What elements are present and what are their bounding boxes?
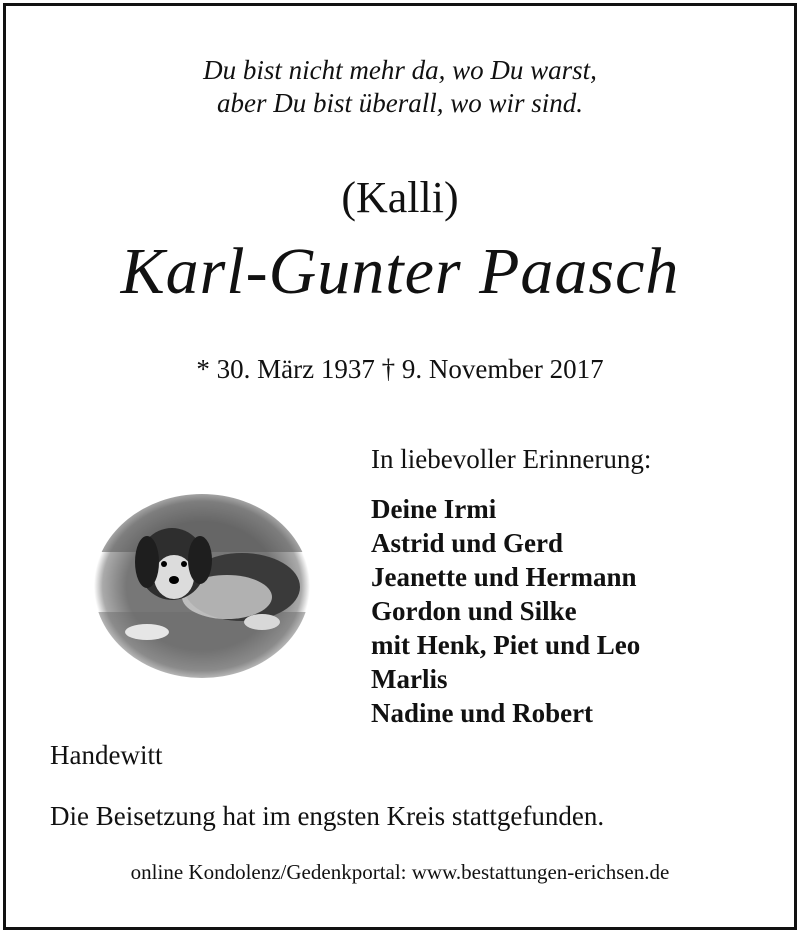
mourner-name: Astrid und Gerd: [371, 528, 564, 558]
mourner-name: Gordon und Silke: [371, 596, 577, 626]
mourner-name: Marlis: [371, 664, 448, 694]
mourner-name: Deine Irmi: [371, 494, 497, 524]
mourner-name: mit Henk, Piet und Leo: [371, 630, 641, 660]
remembrance-intro: In liebevoller Erinnerung:: [371, 444, 652, 474]
obituary-frame: [3, 3, 797, 930]
deceased-name: Karl-Gunter Paasch: [120, 235, 680, 308]
quote-line-1: Du bist nicht mehr da, wo Du warst,: [203, 55, 597, 85]
place: Handewitt: [50, 740, 163, 770]
quote-line-2: aber Du bist überall, wo wir sind.: [216, 88, 584, 118]
burial-note: Die Beisetzung hat im engsten Kreis stattgefunden.: [50, 801, 605, 831]
nickname: (Kalli): [341, 173, 459, 222]
life-dates: * 30. März 1937 † 9. November 2017: [196, 354, 604, 384]
condolence-portal: online Kondolenz/Gedenkportal: www.bestattungen-erichsen.de: [130, 860, 670, 884]
dog-photo: [92, 492, 312, 680]
mourner-name: Jeanette und Hermann: [371, 562, 637, 592]
mourner-name: Nadine und Robert: [371, 698, 594, 728]
